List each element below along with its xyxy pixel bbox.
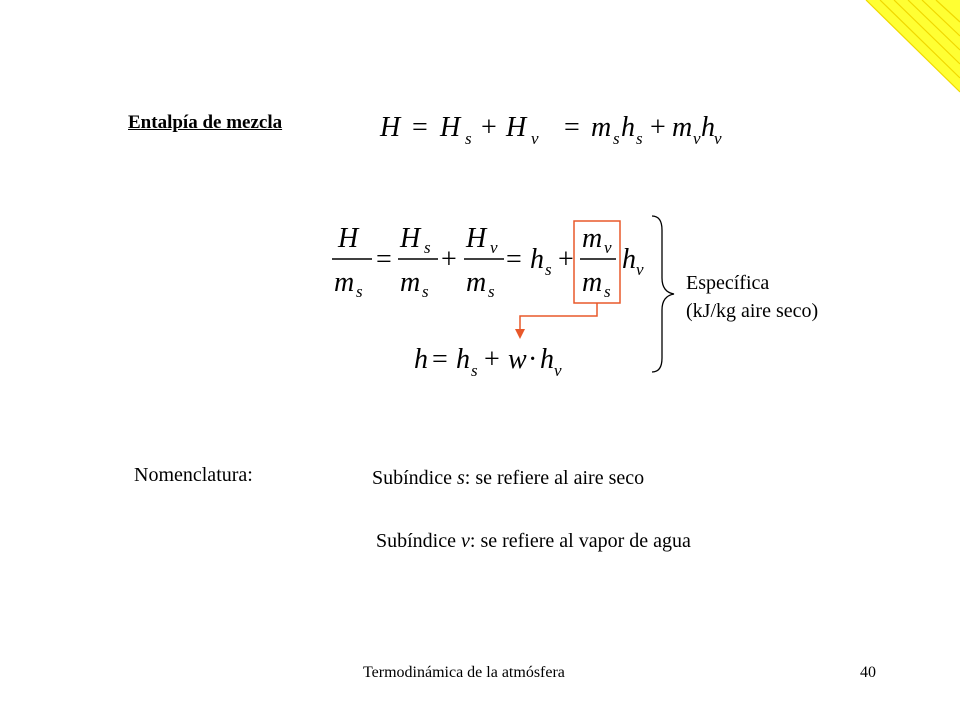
svg-text:h = h s + bbox=[414, 344, 562, 383]
eq3-plus: + bbox=[484, 344, 500, 375]
eq1-hs-sub: s bbox=[636, 129, 643, 148]
eq3-w: w bbox=[508, 344, 527, 375]
nomenclature-item2-suffix: : se refiere al vapor de agua bbox=[469, 530, 691, 552]
equation-total-enthalpy bbox=[380, 100, 720, 150]
eq1-mv: m bbox=[672, 112, 693, 143]
eq2-frac3-den-sub: s bbox=[488, 282, 495, 301]
eq1-Hs-sub: s bbox=[465, 129, 472, 148]
nomenclature-item1-var: s bbox=[457, 467, 465, 489]
nomenclature-item1-prefix: Subíndice bbox=[372, 467, 457, 489]
eq3-hs: h bbox=[456, 344, 470, 375]
eq2-plus-2: + bbox=[558, 244, 574, 275]
eq3-h: h bbox=[414, 344, 428, 375]
eq2-frac2-num: H bbox=[400, 223, 421, 254]
nomenclature-item2-var: v bbox=[461, 530, 470, 552]
eq2-frac3-num: H bbox=[466, 223, 487, 254]
grouping-brace bbox=[648, 212, 688, 376]
eq1-Hs: H bbox=[440, 112, 461, 143]
eq1-equals-2: = bbox=[564, 112, 580, 143]
eq3-dot: · bbox=[528, 344, 538, 375]
eq3-hv: h bbox=[540, 344, 554, 375]
eq1-equals: = bbox=[412, 112, 428, 143]
annotation-specific: Específica bbox=[686, 272, 770, 294]
eq2-hs: h bbox=[530, 244, 544, 275]
nomenclature-label: Nomenclatura: bbox=[134, 464, 253, 486]
nomenclature-item1-suffix: : se refiere al aire seco bbox=[464, 467, 645, 489]
eq2-frac2-den-sub: s bbox=[422, 282, 429, 301]
eq2-frac1-num: H bbox=[338, 223, 359, 254]
eq3-hv-sub: v bbox=[554, 361, 562, 380]
eq2-hv: h bbox=[622, 244, 636, 275]
eq2-frac4-num: m bbox=[582, 223, 603, 254]
page-number: 40 bbox=[860, 664, 876, 681]
svg-text:H = H s + bbox=[379, 112, 722, 151]
eq1-plus: + bbox=[481, 112, 497, 143]
eq2-frac4-den-sub: s bbox=[604, 282, 611, 301]
highlight-connector bbox=[510, 215, 630, 345]
eq2-frac4-num-sub: v bbox=[604, 238, 612, 257]
eq3-hs-sub: s bbox=[471, 361, 478, 380]
eq2-equals-1: = bbox=[376, 244, 392, 275]
eq3-equals: = bbox=[432, 344, 448, 375]
eq1-H: H bbox=[380, 112, 401, 143]
eq2-frac2-num-sub: s bbox=[424, 238, 431, 257]
eq1-ms-sub: s bbox=[613, 129, 620, 148]
eq2-frac4-den: m bbox=[582, 267, 603, 298]
eq2-hv-sub: v bbox=[636, 260, 644, 279]
annotation-units: (kJ/kg aire seco) bbox=[686, 300, 819, 322]
eq2-frac1-den-sub: s bbox=[356, 282, 363, 301]
connector-line bbox=[520, 303, 597, 333]
eq2-frac3-num-sub: v bbox=[490, 238, 498, 257]
nomenclature-item-dry-air bbox=[372, 467, 644, 490]
highlight-box bbox=[574, 221, 620, 303]
eq2-hs-sub: s bbox=[545, 260, 552, 279]
eq2-frac2-den: m bbox=[400, 267, 421, 298]
corner-decoration bbox=[840, 0, 960, 110]
eq1-hv: h bbox=[701, 112, 715, 143]
section-title: Entalpía de mezcla bbox=[128, 112, 283, 133]
eq1-hs: h bbox=[621, 112, 635, 143]
eq1-plus-2: + bbox=[650, 112, 666, 143]
nomenclature-item2-prefix: Subíndice bbox=[376, 530, 461, 552]
eq1-hv-sub: v bbox=[714, 129, 722, 148]
brace-path bbox=[652, 216, 674, 372]
equation-mixture-enthalpy bbox=[412, 338, 582, 384]
eq1-mv-sub: v bbox=[693, 129, 701, 148]
footer-title: Termodinámica de la atmósfera bbox=[363, 664, 565, 681]
eq1-Hv-sub: v bbox=[531, 129, 539, 148]
eq2-frac1-den: m bbox=[334, 267, 355, 298]
eq1-Hv: H bbox=[506, 112, 527, 143]
eq1-ms: m bbox=[591, 112, 612, 143]
eq2-equals-2: = bbox=[506, 244, 522, 275]
eq2-frac3-den: m bbox=[466, 267, 487, 298]
eq2-plus-1: + bbox=[441, 244, 457, 275]
nomenclature-item-water-vapor bbox=[376, 530, 691, 553]
